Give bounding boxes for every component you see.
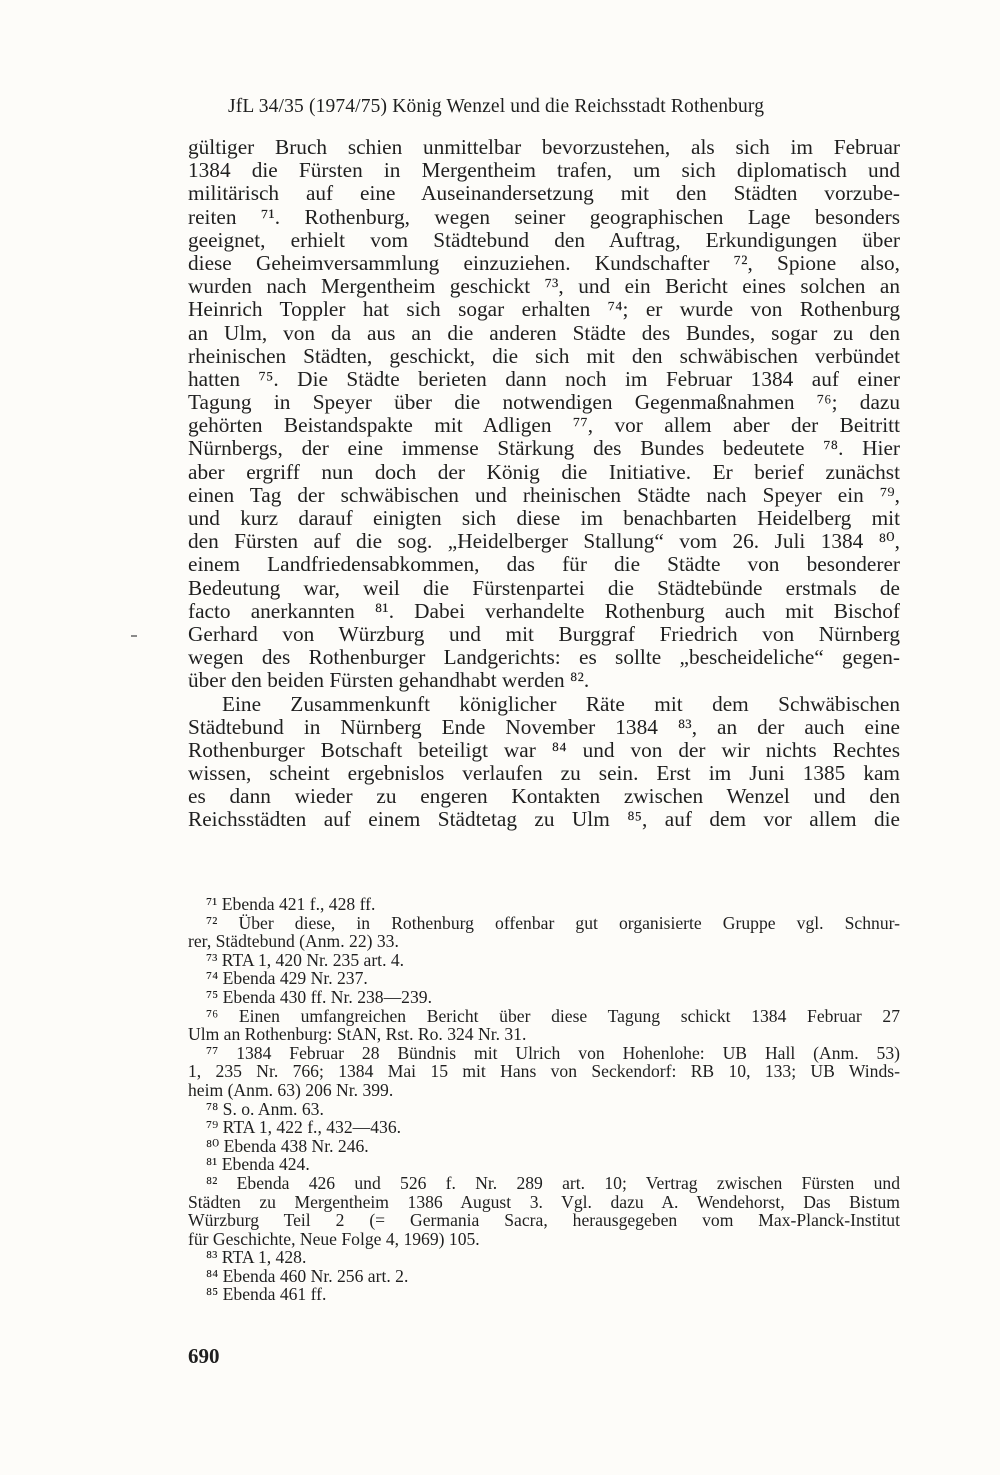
footnote-line: Ulm an Rothenburg: StAN, Rst. Ro. 324 Nr. 31. — [188, 1024, 527, 1045]
footnote-line: ⁷⁷ 1384 Februar 28 Bündnis mit Ulrich von Hohenlohe: UB Hall (Anm. 53) — [206, 1042, 900, 1063]
footnote-line: Würzburg Teil 2 (= Germania Sacra, herausgegeben vom Max-Planck-Institut — [188, 1210, 900, 1231]
footnote-line: 1, 235 Nr. 766; 1384 Mai 15 mit Hans von Seckendorf: RB 10, 133; UB Winds- — [188, 1061, 900, 1082]
body-line: es dann wieder zu engeren Kontakten zwischen Wenzel und den — [188, 784, 900, 809]
page-number: 690 — [188, 1344, 220, 1368]
footnotes — [188, 895, 900, 1304]
body-line: reiten ⁷¹. Rothenburg, wegen seiner geographischen Lage besonders — [188, 204, 900, 229]
body-line: Städtebund in Nürnberg Ende November 1384 ⁸³, an der auch eine — [188, 714, 900, 739]
running-head: JfL 34/35 (1974/75) König Wenzel und die Reichsstadt Rothenburg — [228, 96, 765, 117]
footnote-line: ⁸⁰ Ebenda 438 Nr. 246. — [206, 1135, 369, 1156]
body-line: Eine Zusammenkunft königlicher Räte mit dem Schwäbischen — [222, 691, 900, 716]
footnote-line: Städten zu Mergentheim 1386 August 3. Vgl. dazu A. Wendehorst, Das Bistum — [188, 1191, 900, 1212]
body-line: Bedeutung war, weil die Fürstenpartei die Städtebünde erstmals de — [188, 575, 900, 600]
body-line: hatten ⁷⁵. Die Städte berieten dann noch im Februar 1384 auf einer — [188, 366, 900, 391]
footnote-line: ⁷³ RTA 1, 420 Nr. 235 art. 4. — [206, 949, 405, 970]
body-line: wurden nach Mergentheim geschickt ⁷³, und ein Bericht eines solchen an — [188, 274, 900, 299]
footnote-line: ⁸² Ebenda 426 und 526 f. Nr. 289 art. 10; Vertrag zwischen Fürsten und — [206, 1172, 900, 1193]
footnote-line: ⁸⁵ Ebenda 461 ff. — [206, 1284, 327, 1305]
body-line: facto anerkannten ⁸¹. Dabei verhandelte Rothenburg auch mit Bischof — [188, 598, 900, 623]
body-line: Tagung in Speyer über die notwendigen Gegenmaßnahmen ⁷⁶; dazu — [188, 390, 900, 415]
body-line: aber ergriff nun doch der König die Initiative. Er berief zunächst — [188, 459, 900, 484]
body-line: Gerhard von Würzburg und mit Burggraf Friedrich von Nürnberg — [188, 621, 900, 646]
body-line: einen Tag der schwäbischen und rheinischen Städte nach Speyer ein ⁷⁹, — [188, 482, 900, 507]
body-line: einem Landfriedensabkommen, das für die Städte von besonderer — [188, 552, 900, 577]
footnote-line: ⁸⁴ Ebenda 460 Nr. 256 art. 2. — [206, 1265, 409, 1286]
footnote-line: ⁸¹ Ebenda 424. — [206, 1154, 310, 1175]
body-line: an Ulm, von da aus an die anderen Städte des Bundes, sogar zu den — [188, 320, 900, 345]
body-line: geeignet, erhielt vom Städtebund den Auftrag, Erkundigungen über — [188, 227, 900, 252]
body-line: diese Geheimversammlung einzuziehen. Kundschafter ⁷², Spione also, — [188, 250, 900, 275]
footnote-line: ⁷¹ Ebenda 421 f., 428 ff. — [206, 894, 376, 914]
footnote-line: heim (Anm. 63) 206 Nr. 399. — [188, 1079, 394, 1100]
body-line: den Fürsten auf die sog. „Heidelberger Stallung“ vom 26. Juli 1384 ⁸⁰, — [188, 529, 900, 554]
body-line: 1384 die Fürsten in Mergentheim trafen, um sich diplomatisch und — [188, 158, 900, 183]
body-line: rheinischen Städten, geschickt, die sich mit den schwäbischen verbündet — [188, 343, 900, 368]
body-line: gültiger Bruch schien unmittelbar bevorzustehen, als sich im Februar — [188, 135, 900, 159]
footnote-line: für Geschichte, Neue Folge 4, 1969) 105. — [188, 1228, 480, 1249]
body-text — [188, 136, 900, 832]
body-line: militärisch auf eine Auseinandersetzung mit den Städten vorzube- — [188, 181, 900, 206]
footnote-line: ⁷² Über diese, in Rothenburg offenbar gut organisierte Gruppe vgl. Schnur- — [206, 912, 900, 933]
body-line: Heinrich Toppler hat sich sogar erhalten ⁷⁴; er wurde von Rothenburg — [188, 297, 900, 322]
body-line: und kurz darauf einigten sich diese im benachbarten Heidelberg mit — [188, 506, 900, 530]
footnote-line: ⁷⁵ Ebenda 430 ff. Nr. 238—239. — [206, 986, 432, 1007]
footnote-line: rer, Städtebund (Anm. 22) 33. — [188, 931, 399, 952]
footnote-line: ⁸³ RTA 1, 428. — [206, 1247, 307, 1268]
body-line: wegen des Rothenburger Landgerichts: es sollte „bescheideliche“ gegen- — [188, 645, 900, 670]
body-line: Rothenburger Botschaft beteiligt war ⁸⁴ und von der wir nichts Rechtes — [188, 737, 900, 762]
body-line: wissen, scheint ergebnislos verlaufen zu sein. Erst im Juni 1385 kam — [188, 761, 900, 786]
footnote-line: ⁷⁴ Ebenda 429 Nr. 237. — [206, 968, 368, 989]
body-line: gehörten Beistandspakte mit Adligen ⁷⁷, vor allem aber der Beitritt — [188, 413, 900, 438]
footnote-line: ⁷⁶ Einen umfangreichen Bericht über diese Tagung schickt 1384 Februar 27 — [206, 1005, 900, 1026]
footnote-line: ⁷⁹ RTA 1, 422 f., 432—436. — [206, 1117, 402, 1138]
footnote-line: ⁷⁸ S. o. Anm. 63. — [206, 1098, 324, 1119]
body-line: Nürnbergs, der eine immense Stärkung des Bundes bedeutete ⁷⁸. Hier — [188, 436, 900, 461]
margin-mark — [131, 635, 137, 637]
body-line: Reichsstädten auf einem Städtetag zu Ulm ⁸⁵, auf dem vor allem die — [188, 807, 900, 832]
body-line: über den beiden Fürsten gehandhabt werden ⁸². — [188, 668, 590, 693]
